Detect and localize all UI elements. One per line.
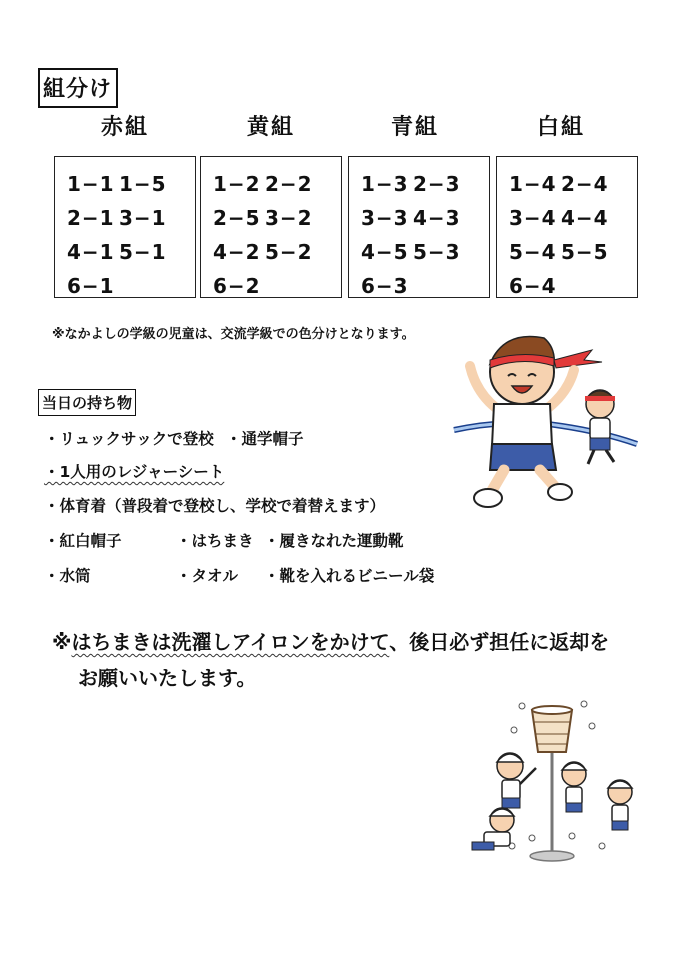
class-label: 1−4 — [509, 172, 557, 196]
item-red-white-hat: ・紅白帽子 — [44, 532, 122, 550]
class-row — [509, 235, 637, 269]
class-label: 5−4 — [509, 240, 557, 264]
class-label: 6−2 — [213, 274, 261, 298]
page-title: 組分け — [38, 68, 118, 108]
class-row — [361, 167, 489, 201]
class-label: 4−1 — [67, 240, 115, 264]
class-row — [509, 167, 637, 201]
class-row — [361, 201, 489, 235]
item-gym-clothes: ・体育着（普段着で登校し、学校で着替えます） — [44, 497, 386, 515]
class-label: 6−4 — [509, 274, 557, 298]
class-label: 6−3 — [361, 274, 409, 298]
team-box-yellow — [200, 156, 342, 298]
class-row — [67, 201, 195, 235]
item-water-bottle: ・水筒 — [44, 567, 91, 585]
class-label: 1−2 — [213, 172, 261, 196]
note-underlined: はちまきは洗濯しアイロンをかけて — [71, 630, 390, 654]
team-box-red — [54, 156, 196, 298]
team-name-white: 白組 — [536, 115, 585, 140]
class-label: 4−2 — [213, 240, 261, 264]
class-label: 4−5 — [361, 240, 409, 264]
item-shoes: ・履きなれた運動靴 — [264, 532, 404, 550]
item-school-hat: ・通学帽子 — [226, 430, 304, 448]
class-label: 2−1 — [67, 206, 115, 230]
team-name-red: 赤組 — [100, 115, 149, 140]
class-label: 5−2 — [265, 240, 313, 264]
class-label: 3−1 — [119, 206, 167, 230]
item-shoe-bag: ・靴を入れるビニール袋 — [264, 567, 435, 585]
team-name-blue: 青組 — [390, 115, 439, 140]
class-row — [67, 167, 195, 201]
class-row — [213, 201, 341, 235]
class-label: 3−2 — [265, 206, 313, 230]
class-label: 6−1 — [67, 274, 115, 298]
headband-note-line1 — [52, 624, 609, 660]
class-label: 1−5 — [119, 172, 167, 196]
class-label: 5−5 — [561, 240, 609, 264]
team-name-yellow: 黄組 — [246, 115, 295, 140]
team-box-blue — [348, 156, 490, 298]
class-label: 4−3 — [413, 206, 461, 230]
class-label: 2−3 — [413, 172, 461, 196]
team-box-white — [496, 156, 638, 298]
class-label: 3−3 — [361, 206, 409, 230]
class-row — [509, 269, 637, 303]
class-label: 1−3 — [361, 172, 409, 196]
class-label: 2−4 — [561, 172, 609, 196]
class-row — [361, 269, 489, 303]
note-rest: 、後日必ず担任に返却を — [389, 630, 610, 654]
class-label: 2−2 — [265, 172, 313, 196]
class-row — [213, 235, 341, 269]
class-row — [67, 269, 195, 303]
note-mark: ※ — [52, 630, 72, 654]
running-child-illustration — [452, 322, 642, 514]
ball-toss-illustration — [462, 696, 642, 866]
class-label: 1−1 — [67, 172, 115, 196]
class-label: 3−4 — [509, 206, 557, 230]
class-row — [213, 269, 341, 303]
item-leisure-sheet: ・1人用のレジャーシート — [44, 463, 225, 481]
class-row — [509, 201, 637, 235]
class-label: 5−1 — [119, 240, 167, 264]
class-label: 4−4 — [561, 206, 609, 230]
item-towel: ・タオル — [176, 567, 239, 585]
item-headband: ・はちまき — [176, 532, 254, 550]
class-row — [67, 235, 195, 269]
group-note: ※なかよしの学級の児童は、交流学級での色分けとなります。 — [52, 327, 415, 342]
class-row — [213, 167, 341, 201]
class-label: 5−3 — [413, 240, 461, 264]
class-label: 2−5 — [213, 206, 261, 230]
headband-note — [52, 624, 609, 696]
item-backpack: ・リュックサックで登校 — [44, 430, 214, 448]
class-row — [361, 235, 489, 269]
headband-note-line2: お願いいたします。 — [78, 666, 257, 690]
items-title: 当日の持ち物 — [38, 389, 136, 416]
